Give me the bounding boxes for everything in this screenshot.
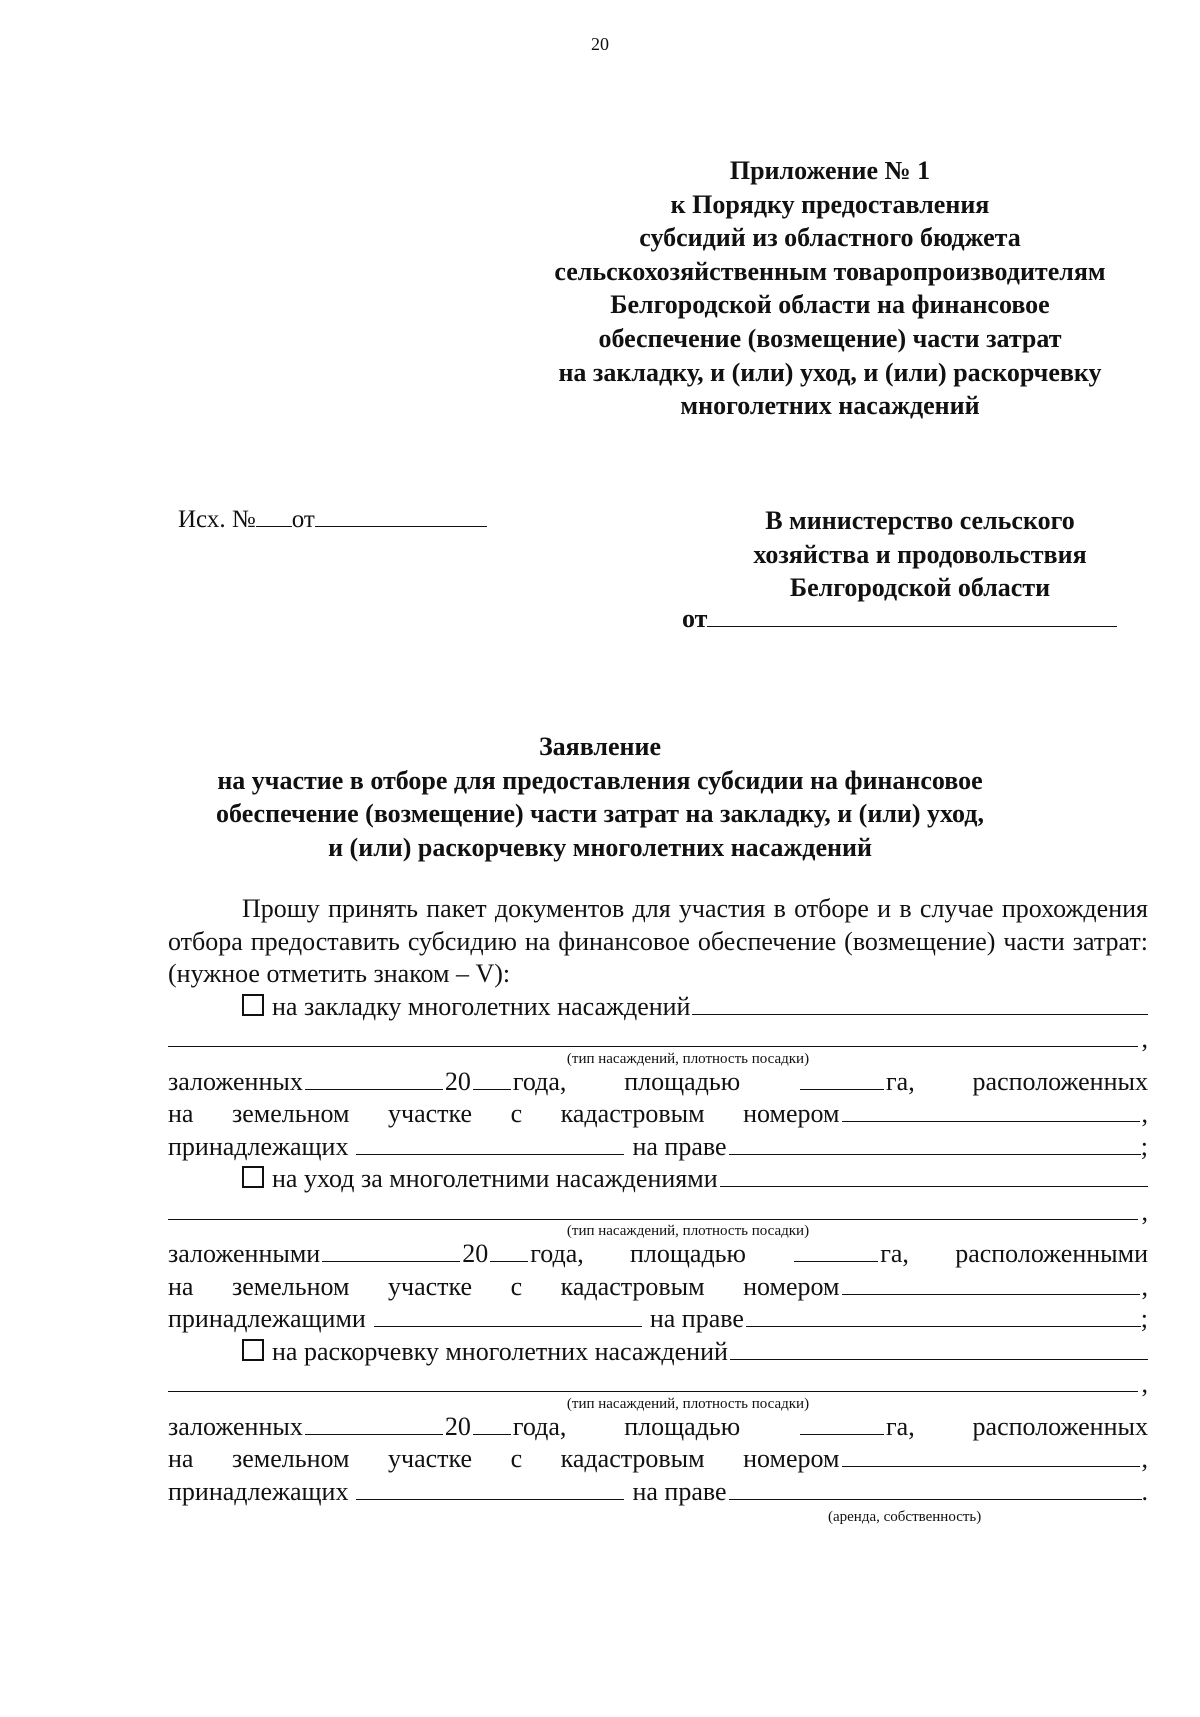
plantation-type-field[interactable]	[168, 1024, 1138, 1047]
planted-label: заложенных	[168, 1411, 303, 1441]
appendix-header	[500, 154, 1160, 423]
ownership-row	[168, 1131, 1148, 1164]
plot-word: участке	[388, 1271, 473, 1301]
comma: ,	[1141, 1024, 1148, 1053]
area-field[interactable]	[794, 1239, 878, 1262]
plot-word: с	[510, 1099, 523, 1128]
comma: ,	[1141, 1271, 1148, 1301]
appendix-line: обеспечение (возмещение) части затрат	[598, 323, 1062, 353]
intro-paragraph: Прошу принять пакет документов для участия в отборе и в случае прохождения отбора предоставить субсидию на финансовое обеспечение (возмещение) части затрат: (нужное отметить знаком – V):	[168, 894, 1148, 988]
owner-field[interactable]	[356, 1132, 624, 1155]
option-label: на раскорчевку многолетних насаждений	[272, 1336, 728, 1366]
right-type-caption: (аренда, собственность)	[828, 1509, 982, 1525]
appendix-line: Приложение № 1	[729, 156, 931, 185]
cadastral-row	[168, 1098, 1148, 1131]
plantation-type-field[interactable]	[168, 1369, 1138, 1392]
planting-details-row	[168, 1238, 1148, 1271]
plantation-type-caption: (тип насаждений, плотность посадки)	[566, 1223, 810, 1239]
year-suffix: года,	[512, 1411, 567, 1441]
planted-date-field[interactable]	[322, 1239, 460, 1262]
plot-word: кадастровым	[560, 1099, 705, 1128]
plot-word: участке	[388, 1444, 473, 1473]
plot-word: на	[168, 1099, 194, 1128]
applicant-from-line	[682, 604, 1117, 634]
title-line: на участие в отборе для предоставления субсидии на финансовое	[217, 765, 983, 795]
owned-label: принадлежащими	[168, 1304, 366, 1333]
cadastral-row	[168, 1443, 1148, 1476]
located-label: расположенных	[972, 1411, 1148, 1441]
end-punct: ;	[1140, 1131, 1148, 1161]
cadastral-number-field[interactable]	[842, 1272, 1140, 1295]
option-detail-field[interactable]	[720, 1164, 1148, 1187]
area-field[interactable]	[800, 1067, 884, 1090]
applicant-name-field[interactable]	[707, 604, 1117, 627]
plot-word: с	[510, 1271, 523, 1301]
area-label: площадью	[624, 1066, 741, 1096]
planted-label: заложенными	[168, 1239, 321, 1268]
owned-label: принадлежащих	[168, 1476, 349, 1506]
plot-word: кадастровым	[560, 1444, 705, 1473]
plot-word: участке	[388, 1099, 473, 1128]
outgoing-date-label: от	[291, 506, 315, 533]
plantation-type-caption: (тип насаждений, плотность посадки)	[566, 1050, 810, 1067]
year-field[interactable]	[473, 1067, 511, 1090]
planted-date-field[interactable]	[305, 1067, 443, 1090]
right-type-field[interactable]	[729, 1132, 1141, 1155]
comma: ,	[1141, 1196, 1148, 1226]
cadastral-number-field[interactable]	[842, 1099, 1140, 1122]
plot-word: земельном	[231, 1271, 350, 1301]
title-line: обеспечение (возмещение) части затрат на закладку, и (или) уход,	[216, 799, 984, 829]
title-line: и (или) раскорчевку многолетних насаждений	[328, 832, 872, 862]
planting-details-row	[168, 1066, 1148, 1099]
addressee-line: хозяйства и продовольствия	[753, 539, 1087, 569]
option-row	[168, 991, 1148, 1024]
comma: ,	[1141, 1369, 1148, 1398]
year-suffix: года,	[530, 1239, 584, 1268]
appendix-line: субсидий из областного бюджета	[639, 223, 1021, 253]
planting-details-row	[168, 1411, 1148, 1444]
cadastral-row	[168, 1271, 1148, 1304]
application-body	[168, 893, 1148, 1526]
option-label: на закладку многолетних насаждений	[272, 991, 691, 1021]
end-punct: .	[1141, 1476, 1148, 1506]
year-prefix: 20	[462, 1239, 489, 1268]
addressee-line: Белгородской области	[789, 573, 1051, 603]
owner-field[interactable]	[374, 1304, 642, 1327]
right-label: на праве	[649, 1304, 744, 1333]
plot-word: кадастровым	[560, 1271, 705, 1301]
right-label: на праве	[632, 1131, 727, 1161]
plot-word: номером	[743, 1271, 840, 1301]
located-label: расположенными	[955, 1239, 1148, 1268]
ownership-row	[168, 1476, 1148, 1509]
option-checkbox[interactable]	[242, 1339, 264, 1361]
year-prefix: 20	[444, 1411, 471, 1441]
located-label: расположенных	[972, 1066, 1148, 1096]
area-label: площадью	[630, 1239, 746, 1268]
option-detail-field[interactable]	[730, 1337, 1148, 1360]
appendix-line: Белгородской области на финансовое	[610, 290, 1050, 320]
appendix-line: сельскохозяйственным товаропроизводителям	[554, 256, 1106, 286]
outgoing-number-label: Исх. №	[178, 506, 256, 533]
appendix-line: на закладку, и (или) уход, и (или) раскорчевку	[558, 357, 1102, 387]
plot-word: земельном	[231, 1444, 350, 1473]
plantation-type-field[interactable]	[168, 1197, 1138, 1220]
year-field[interactable]	[473, 1412, 511, 1435]
area-unit: га,	[886, 1066, 915, 1096]
appendix-line: многолетних насаждений	[680, 391, 980, 421]
owned-label: принадлежащих	[168, 1131, 349, 1161]
option-checkbox[interactable]	[242, 1166, 264, 1188]
year-prefix: 20	[444, 1066, 471, 1096]
area-label: площадью	[624, 1411, 741, 1441]
owner-field[interactable]	[356, 1477, 624, 1500]
ownership-row	[168, 1303, 1148, 1336]
area-field[interactable]	[800, 1412, 884, 1435]
plantation-type-caption: (тип насаждений, плотность посадки)	[566, 1395, 810, 1412]
addressee-block	[700, 504, 1140, 605]
page-number: 20	[591, 34, 609, 54]
outgoing-number-field[interactable]	[256, 504, 292, 527]
option-label: на уход за многолетними насаждениями	[272, 1164, 718, 1193]
area-unit: га,	[880, 1239, 909, 1268]
option-checkbox[interactable]	[242, 994, 264, 1016]
document-title	[0, 730, 1200, 864]
applicant-from-label: от	[682, 604, 708, 633]
plot-word: земельном	[231, 1099, 350, 1128]
addressee-line: В министерство сельского	[765, 506, 1075, 535]
appendix-line: к Порядку предоставления	[670, 189, 990, 219]
comma: ,	[1141, 1444, 1148, 1473]
planted-date-field[interactable]	[305, 1412, 443, 1435]
plot-word: на	[168, 1444, 194, 1473]
comma: ,	[1141, 1099, 1148, 1128]
right-label: на праве	[632, 1476, 727, 1506]
option-row	[168, 1336, 1148, 1369]
outgoing-date-field[interactable]	[315, 504, 487, 527]
year-suffix: года,	[512, 1066, 567, 1096]
plot-word: с	[510, 1444, 523, 1473]
plot-word: номером	[743, 1099, 840, 1128]
area-unit: га,	[886, 1411, 915, 1441]
plot-word: номером	[743, 1444, 840, 1473]
option-detail-field[interactable]	[692, 992, 1148, 1015]
option-row	[168, 1163, 1148, 1196]
right-type-field[interactable]	[729, 1477, 1142, 1500]
outgoing-number-block	[178, 504, 487, 534]
year-field[interactable]	[490, 1239, 528, 1262]
right-type-field[interactable]	[746, 1304, 1141, 1327]
cadastral-number-field[interactable]	[842, 1444, 1140, 1467]
title-line: Заявление	[538, 732, 662, 761]
end-punct: ;	[1140, 1304, 1148, 1333]
planted-label: заложенных	[168, 1066, 303, 1096]
plot-word: на	[168, 1271, 194, 1301]
